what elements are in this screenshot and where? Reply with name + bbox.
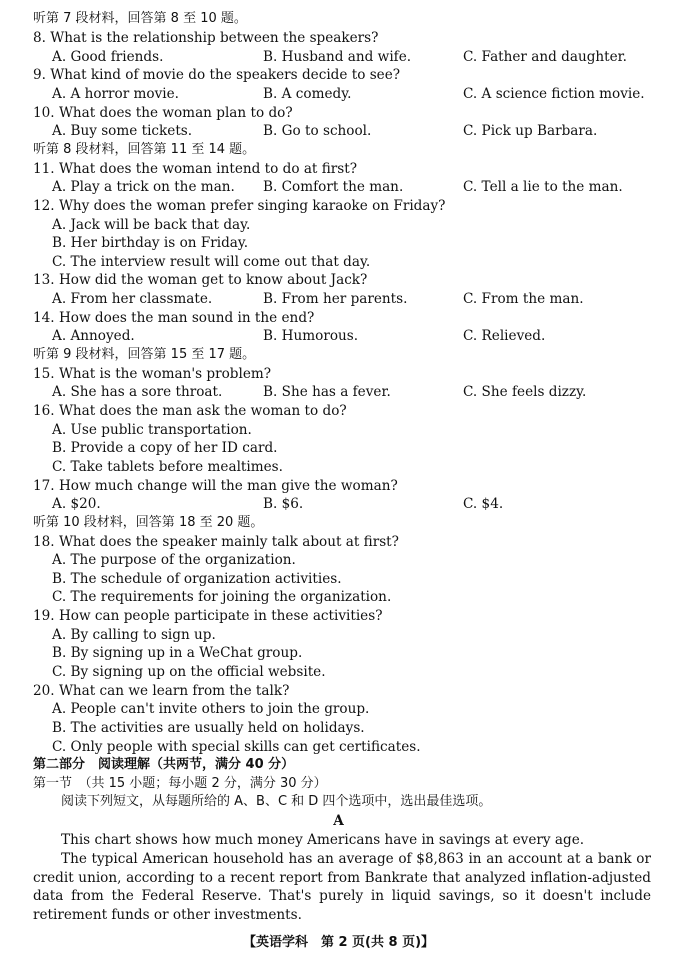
q14-option-b: B. Humorous. xyxy=(263,328,359,344)
q14-option-c: C. Relieved. xyxy=(463,328,546,344)
q16-option-a: A. Use public transportation. xyxy=(52,422,252,438)
question-12: 12. Why does the woman prefer singing karaoke on Friday? xyxy=(33,198,446,214)
q18-option-c: C. The requirements for joining the organization. xyxy=(52,589,392,605)
q15-option-b: B. She has a fever. xyxy=(263,384,391,400)
q9-option-b: B. A comedy. xyxy=(263,86,352,102)
q16-option-b: B. Provide a copy of her ID card. xyxy=(52,440,278,456)
q17-option-b: B. $6. xyxy=(263,496,304,512)
q12-option-b: B. Her birthday is on Friday. xyxy=(52,235,249,251)
page-footer: 【英语学科 第 2 页(共 8 页)】 xyxy=(242,935,435,950)
question-13: 13. How did the woman get to know about Jack? xyxy=(33,272,368,288)
q10-option-a: A. Buy some tickets. xyxy=(52,123,193,139)
question-20: 20. What can we learn from the talk? xyxy=(33,683,290,699)
question-10: 10. What does the woman plan to do? xyxy=(33,105,293,121)
q18-option-b: B. The schedule of organization activities. xyxy=(52,571,342,587)
q20-option-a: A. People can't invite others to join the group. xyxy=(52,701,370,717)
q15-option-a: A. She has a sore throat. xyxy=(52,384,223,400)
passage-paragraph-2: The typical American household has an average of $8,863 in an account at a bank or credit union, according to a recent report from Bankrate that analyzed inflation-adjusted data from the Federal Reserve. That's purely in liquid savings, so it doesn't include retirement funds or other investments. xyxy=(33,851,651,923)
q13-option-c: C. From the man. xyxy=(463,291,584,307)
q13-option-a: A. From her classmate. xyxy=(52,291,213,307)
question-14: 14. How does the man sound in the end? xyxy=(33,310,315,326)
q12-option-a: A. Jack will be back that day. xyxy=(52,217,251,233)
q14-option-a: A. Annoyed. xyxy=(52,328,135,344)
q11-option-a: A. Play a trick on the man. xyxy=(52,179,235,195)
question-11: 11. What does the woman intend to do at first? xyxy=(33,161,357,177)
question-16: 16. What does the man ask the woman to do? xyxy=(33,403,347,419)
q11-option-b: B. Comfort the man. xyxy=(263,179,404,195)
question-17: 17. How much change will the man give the woman? xyxy=(33,478,398,494)
q8-option-c: C. Father and daughter. xyxy=(463,49,627,65)
q9-option-a: A. A horror movie. xyxy=(52,86,180,102)
section-heading-8: 听第 8 段材料，回答第 11 至 14 题。 xyxy=(33,142,256,157)
section-one-heading: 第一节 （共 15 小题；每小题 2 分，满分 30 分） xyxy=(33,776,327,791)
q13-option-b: B. From her parents. xyxy=(263,291,408,307)
q20-option-c: C. Only people with special skills can get certificates. xyxy=(52,739,421,755)
part-two-heading: 第二部分 阅读理解（共两节，满分 40 分） xyxy=(33,757,295,772)
section-heading-10: 听第 10 段材料，回答第 18 至 20 题。 xyxy=(33,515,264,530)
question-18: 18. What does the speaker mainly talk about at first? xyxy=(33,534,399,550)
q12-option-c: C. The interview result will come out that day. xyxy=(52,254,371,270)
q19-option-a: A. By calling to sign up. xyxy=(52,627,216,643)
q16-option-c: C. Take tablets before mealtimes. xyxy=(52,459,283,475)
q11-option-c: C. Tell a lie to the man. xyxy=(463,179,623,195)
passage-label: A xyxy=(333,813,344,829)
question-9: 9. What kind of movie do the speakers decide to see? xyxy=(33,67,401,83)
q15-option-c: C. She feels dizzy. xyxy=(463,384,587,400)
q10-option-b: B. Go to school. xyxy=(263,123,372,139)
q19-option-c: C. By signing up on the official website. xyxy=(52,664,326,680)
q9-option-c: C. A science fiction movie. xyxy=(463,86,645,102)
q20-option-b: B. The activities are usually held on holidays. xyxy=(52,720,365,736)
q10-option-c: C. Pick up Barbara. xyxy=(463,123,598,139)
q17-option-c: C. $4. xyxy=(463,496,504,512)
question-8: 8. What is the relationship between the speakers? xyxy=(33,30,379,46)
q8-option-a: A. Good friends. xyxy=(52,49,164,65)
question-19: 19. How can people participate in these activities? xyxy=(33,608,383,624)
section-heading-7: 听第 7 段材料，回答第 8 至 10 题。 xyxy=(33,11,247,26)
q8-option-b: B. Husband and wife. xyxy=(263,49,412,65)
passage-paragraph-1: This chart shows how much money Americans have in savings at every age. xyxy=(61,832,585,848)
reading-instruction: 阅读下列短文，从每题所给的 A、B、C 和 D 四个选项中，选出最佳选项。 xyxy=(61,794,492,809)
q19-option-b: B. By signing up in a WeChat group. xyxy=(52,645,303,661)
section-heading-9: 听第 9 段材料，回答第 15 至 17 题。 xyxy=(33,347,256,362)
q17-option-a: A. $20. xyxy=(52,496,101,512)
q18-option-a: A. The purpose of the organization. xyxy=(52,552,296,568)
question-15: 15. What is the woman's problem? xyxy=(33,366,272,382)
